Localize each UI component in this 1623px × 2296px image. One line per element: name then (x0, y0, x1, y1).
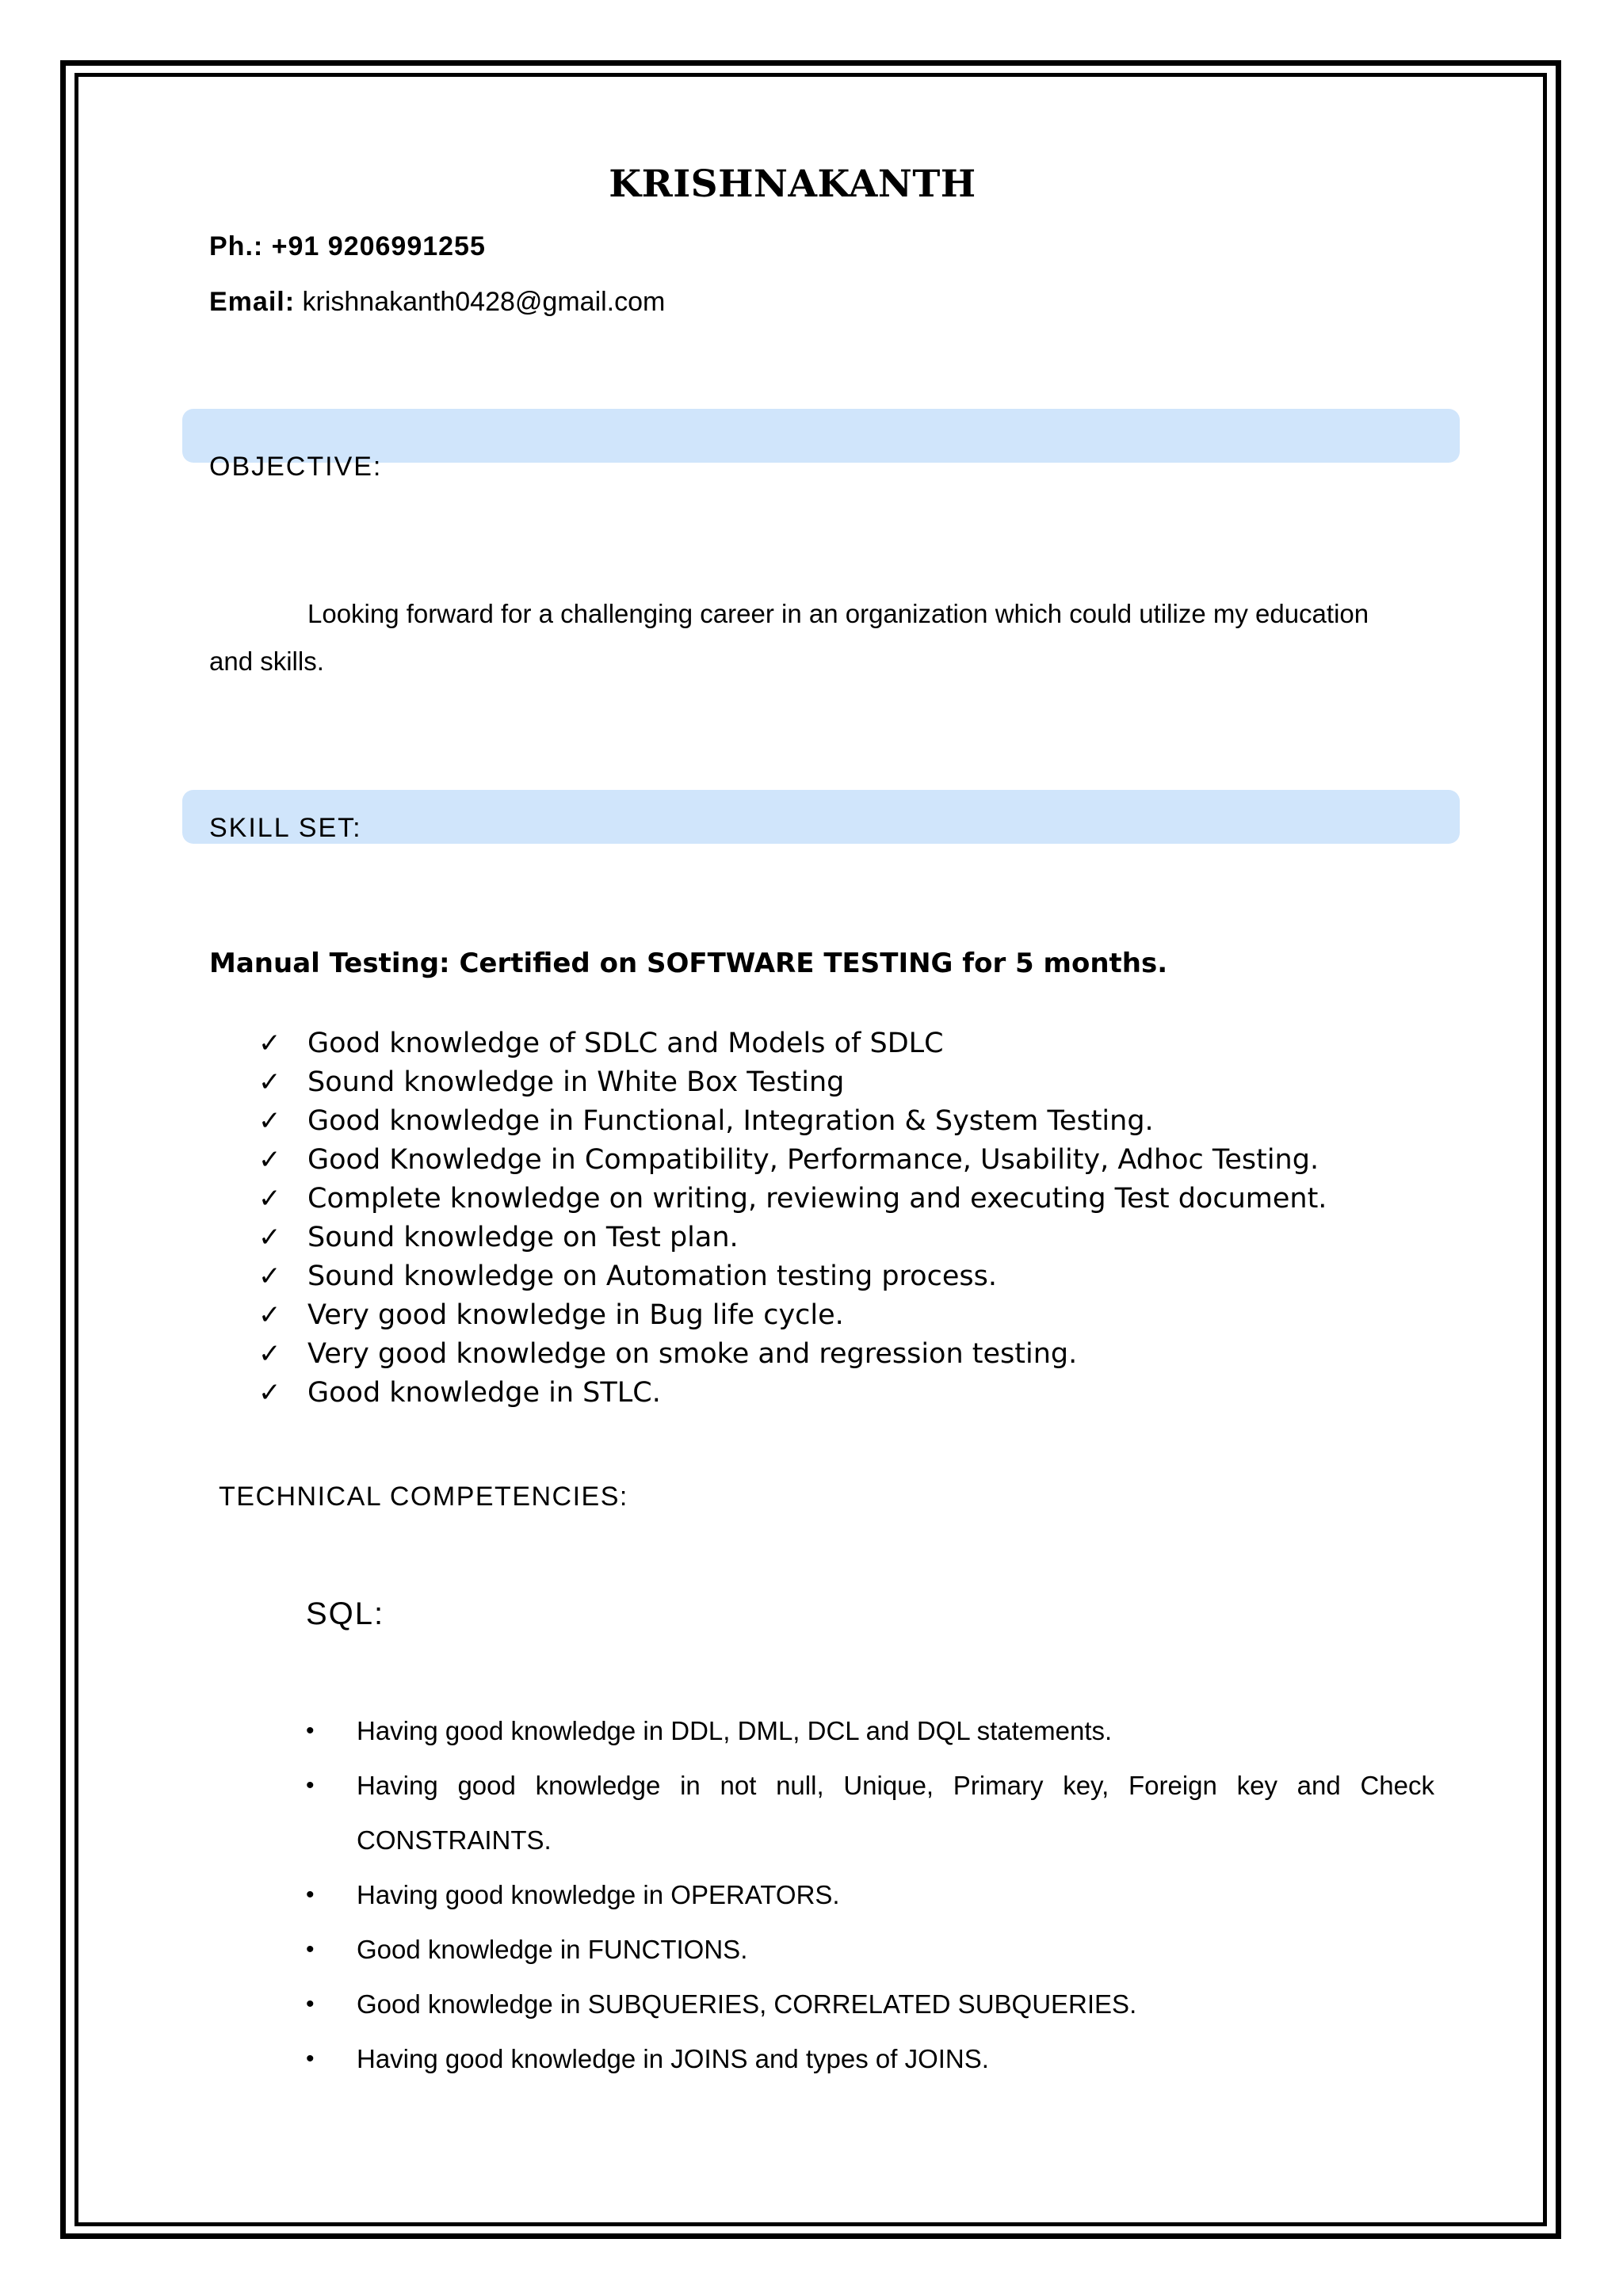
check-icon: ✓ (258, 1221, 281, 1253)
email-address: krishnakanth0428@gmail.com (295, 287, 666, 317)
bullet-icon: • (306, 1718, 315, 1744)
phone-number: Ph.: +91 9206991255 (209, 231, 486, 261)
objective-body: Looking forward for a challenging career in an organization which could utilize my education and skills. (209, 599, 1369, 676)
bullet-icon: • (306, 2046, 315, 2072)
bullet-icon: • (306, 1936, 315, 1962)
list-item: ✓ Good knowledge of SDLC and Models of SDLC (258, 1027, 944, 1059)
check-icon: ✓ (258, 1376, 281, 1409)
list-item: ✓ Good knowledge in Functional, Integration & System Testing. (258, 1104, 1154, 1137)
check-icon: ✓ (258, 1299, 281, 1331)
email-line (209, 287, 665, 318)
skill-set-heading: SKILL SET: (209, 813, 362, 843)
skill-list (258, 1024, 1327, 1412)
list-item: • Having good knowledge in not null, Unique, Primary key, Foreign key and Check CONSTRAINTS. (306, 1758, 1434, 1867)
list-item: ✓ Complete knowledge on writing, reviewing and executing Test document. (258, 1182, 1327, 1215)
list-item: ✓ Very good knowledge in Bug life cycle. (258, 1299, 844, 1331)
sql-title: SQL: (306, 1596, 385, 1631)
list-item: • Good knowledge in SUBQUERIES, CORRELATED SUBQUERIES. (306, 1977, 1434, 2031)
list-item: ✓ Sound knowledge on Test plan. (258, 1221, 739, 1253)
check-icon: ✓ (258, 1027, 281, 1059)
sql-list (306, 1703, 1434, 2086)
candidate-name: KRISHNAKANTH (609, 162, 976, 206)
list-item: ✓ Good knowledge in STLC. (258, 1376, 661, 1409)
bullet-icon: • (306, 1991, 315, 2017)
list-item: ✓ Sound knowledge on Automation testing process. (258, 1260, 997, 1292)
list-item: ✓ Good Knowledge in Compatibility, Performance, Usability, Adhoc Testing. (258, 1143, 1319, 1176)
check-icon: ✓ (258, 1066, 281, 1098)
list-item: • Having good knowledge in JOINS and types of JOINS. (306, 2031, 1434, 2086)
check-icon: ✓ (258, 1182, 281, 1215)
manual-testing-line: Manual Testing: Certified on SOFTWARE TESTING for 5 months. (209, 948, 1168, 979)
list-item: • Having good knowledge in OPERATORS. (306, 1867, 1434, 1922)
technical-competencies-heading: TECHNICAL COMPETENCIES: (219, 1482, 628, 1512)
list-item: ✓ Very good knowledge on smoke and regression testing. (258, 1337, 1078, 1370)
list-item: • Good knowledge in FUNCTIONS. (306, 1922, 1434, 1977)
bullet-icon: • (306, 1882, 315, 1908)
list-item: • Having good knowledge in DDL, DML, DCL and DQL statements. (306, 1703, 1434, 1758)
objective-heading: OBJECTIVE: (209, 452, 383, 482)
check-icon: ✓ (258, 1337, 281, 1370)
skill-set-band (182, 790, 1460, 844)
check-icon: ✓ (258, 1104, 281, 1137)
list-item: ✓ Sound knowledge in White Box Testing (258, 1066, 845, 1098)
check-icon: ✓ (258, 1143, 281, 1176)
bullet-icon: • (306, 1772, 315, 1798)
objective-text (209, 590, 1414, 685)
check-icon: ✓ (258, 1260, 281, 1292)
email-label: Email: (209, 287, 296, 317)
